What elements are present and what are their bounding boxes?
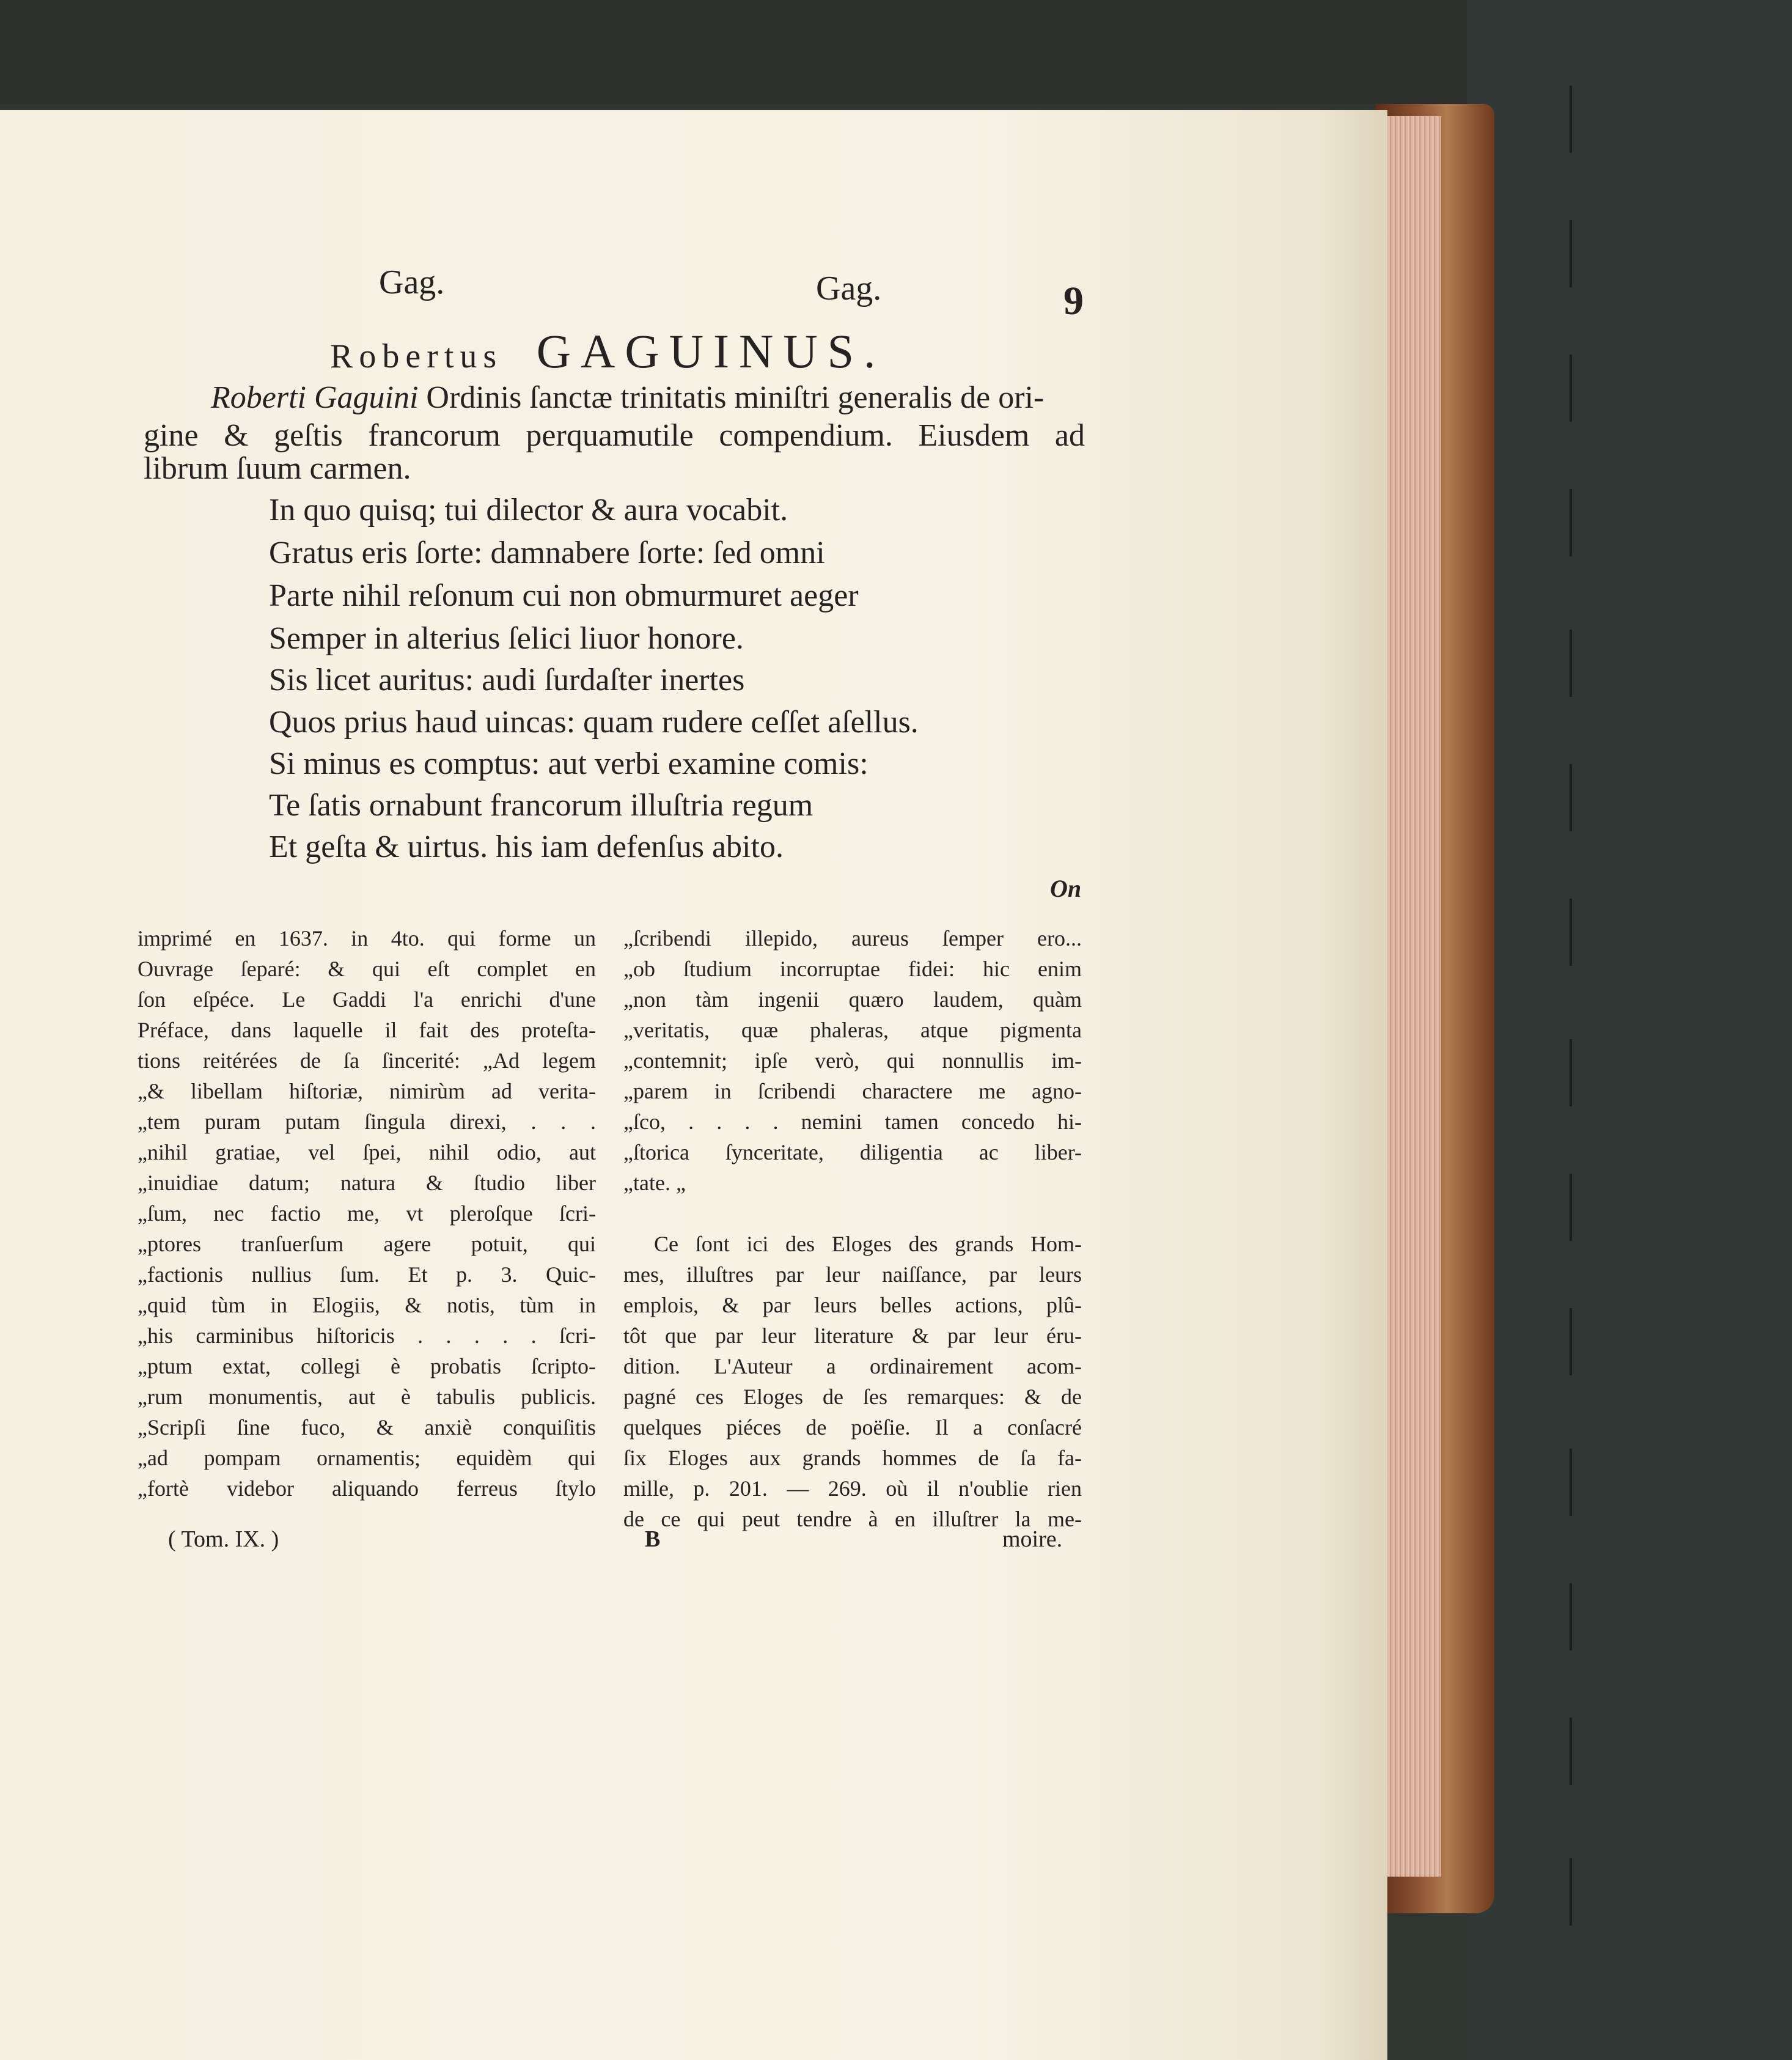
text-line: „veritatis, quæ phaleras, atque pigmenta (623, 1018, 1082, 1042)
text-line: „rum monumentis, aut è tabulis publicis. (138, 1385, 596, 1409)
ruler-mark (1570, 1858, 1572, 1926)
catchword-top: On (1050, 875, 1082, 902)
text-line: „Scripſi ſine fuco, & anxiè conquiſitis (138, 1415, 596, 1440)
text-line: ſix Eloges aux grands hommes de ſa fa- (623, 1446, 1082, 1470)
poem-line: Parte nihil reſonum cui non obmurmuret aeger (269, 578, 859, 613)
entry-title (330, 324, 886, 379)
intro-line-2: gine & geſtis francorum perquamutile compendium. Eiusdem ad (144, 418, 1085, 453)
text-line: „ptores tranſuerſum agere potuit, qui (138, 1232, 596, 1256)
text-line: „ob ſtudium incorruptae fidei: hic enim (623, 957, 1082, 981)
ruler-mark (1570, 899, 1572, 966)
text-line: emplois, & par leurs belles actions, plû- (623, 1293, 1082, 1317)
background-surface (1467, 0, 1792, 2060)
text-line: „quid tùm in Elogiis, & notis, tùm in (138, 1293, 596, 1317)
poem-line: Sis licet auritus: audi ſurdaſter inertes (269, 663, 745, 697)
text-line: „non tàm ingenii quæro laudem, quàm (623, 987, 1082, 1012)
text-line: Ouvrage ſeparé: & qui eſt complet en (138, 957, 596, 981)
text-line: mille, p. 201. — 269. où il n'oublie rien (623, 1476, 1082, 1501)
text-line: „his carminibus hiſtoricis . . . . . ſcri- (138, 1323, 596, 1348)
paragraph-gap (623, 1198, 1082, 1229)
text-line: tions reitérées de ſa ſincerité: „Ad legem (138, 1048, 596, 1073)
ruler-mark (1570, 1174, 1572, 1241)
text-line: „ſco, . . . . nemini tamen concedo hi- (623, 1109, 1082, 1134)
text-line: „parem in ſcribendi charactere me agno- (623, 1079, 1082, 1103)
text-line: „factionis nullius ſum. Et p. 3. Quic- (138, 1262, 596, 1287)
poem-line: Quos prius haud uincas: quam rudere ceſſet aſellus. (269, 705, 919, 740)
poem-line: Semper in alterius ſelici liuor honore. (269, 621, 744, 656)
text-line: imprimé en 1637. in 4to. qui forme un (138, 926, 596, 951)
text-line: „ſcribendi illepido, aureus ſemper ero... (623, 926, 1082, 951)
ruler-mark (1570, 86, 1572, 153)
poem-line: Te ſatis ornabunt francorum illuſtria regum (269, 788, 813, 823)
text-line: „contemnit; ipſe verò, qui nonnullis im- (623, 1048, 1082, 1073)
intro-line-3: librum ſuum carmen. (144, 451, 411, 486)
text-line: de ce qui peut tendre à en illuſtrer la me- (623, 1507, 1082, 1531)
text-line: „ſtorica ſynceritate, diligentia ac liber- (623, 1140, 1082, 1164)
ruler-mark (1570, 1308, 1572, 1375)
text-line: mes, illuſtres par leur naiſſance, par leurs (623, 1262, 1082, 1287)
signature-mark: B (645, 1526, 661, 1552)
intro-author: Roberti Gaguini (211, 380, 419, 415)
ruler-mark (1570, 630, 1572, 697)
ruler-mark (1570, 355, 1572, 422)
title-prefix: Robertus (330, 337, 503, 375)
running-head-center: Gag. (816, 270, 882, 307)
text-line: „inuidiae datum; natura & ſtudio liber (138, 1171, 596, 1195)
right-column (623, 923, 1082, 1534)
ruler-mark (1570, 489, 1572, 556)
title-name: GAGUINUS. (536, 325, 886, 378)
catchword-bottom: moire. (1002, 1526, 1063, 1552)
page-number: 9 (1063, 279, 1084, 323)
text-line: „tem puram putam ſingula direxi, . . . (138, 1109, 596, 1134)
text-line: „& libellam hiſtoriæ, nimirùm ad verita- (138, 1079, 596, 1103)
text-line: „ſum, nec factio me, vt pleroſque ſcri- (138, 1201, 596, 1226)
text-line: „tate. „ (623, 1171, 686, 1195)
text-line: tôt que par leur literature & par leur éru- (623, 1323, 1082, 1348)
text-line: „ad pompam ornamentis; equidèm qui (138, 1446, 596, 1470)
text-line: quelques piéces de poëſie. Il a conſacré (623, 1415, 1082, 1440)
text-line: Préface, dans laquelle il fait des proteſta- (138, 1018, 596, 1042)
ruler-mark (1570, 220, 1572, 287)
ruler-mark (1570, 1718, 1572, 1785)
poem-line: Gratus eris ſorte: damnabere ſorte: ſed omni (269, 535, 825, 570)
ruler-mark (1570, 1449, 1572, 1516)
text-line: „nihil gratiae, vel ſpei, nihil odio, aut (138, 1140, 596, 1164)
poem-line: Et geſta & uirtus. his iam defenſus abito. (269, 830, 784, 864)
ruler-mark (1570, 1039, 1572, 1106)
intro-line-1 (211, 379, 1085, 417)
text-line: „ptum extat, collegi è probatis ſcripto- (138, 1354, 596, 1378)
poem-line: In quo quisq; tui dilector & aura vocabit. (269, 493, 788, 528)
text-line: dition. L'Auteur a ordinairement acom- (623, 1354, 1082, 1378)
ruler-mark (1570, 1583, 1572, 1650)
left-column (138, 923, 596, 1504)
text-line: „fortè videbor aliquando ferreus ſtylo (138, 1476, 596, 1501)
volume-reference: ( Tom. IX. ) (168, 1526, 279, 1552)
text-line: pagné ces Eloges de ſes remarques: & de (623, 1385, 1082, 1409)
poem-line: Si minus es comptus: aut verbi examine comis: (269, 746, 868, 781)
text-line: Ce ſont ici des Eloges des grands Hom- (654, 1232, 1082, 1256)
intro-text: Ordinis ſanctæ trinitatis miniſtri generalis de ori- (426, 380, 1045, 415)
text-line: ſon eſpéce. Le Gaddi l'a enrichi d'une (138, 987, 596, 1012)
ruler-mark (1570, 764, 1572, 831)
running-head-left: Gag. (379, 263, 445, 301)
